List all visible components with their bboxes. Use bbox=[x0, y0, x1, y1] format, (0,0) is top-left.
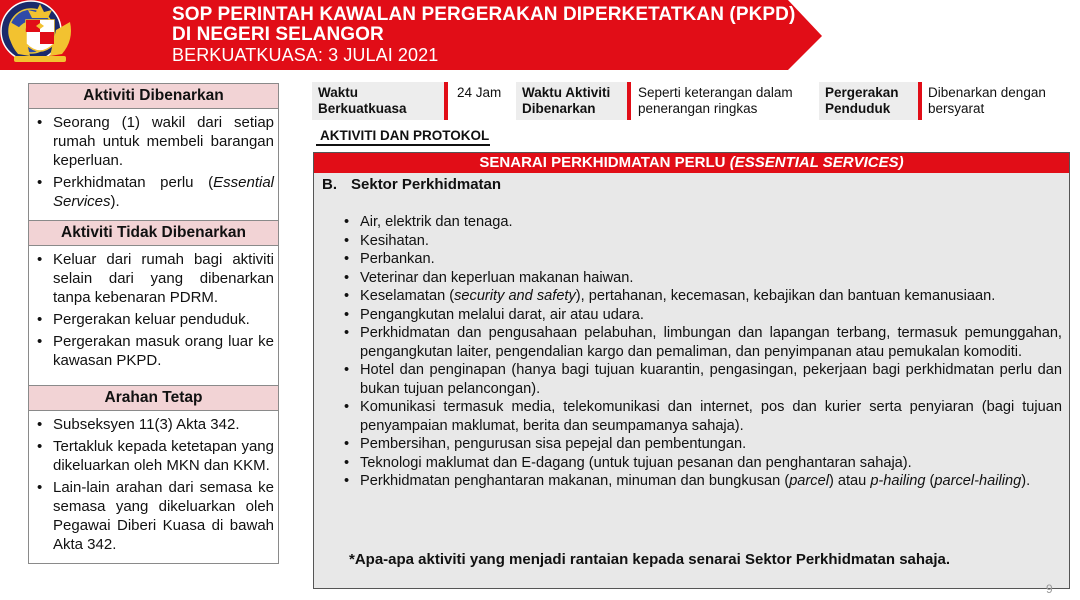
box-title-italic: (ESSENTIAL SERVICES) bbox=[729, 154, 904, 171]
effective-time-value: 24 Jam bbox=[451, 82, 513, 120]
info-divider bbox=[627, 82, 631, 120]
title-line-2: DI NEGERI SELANGOR bbox=[172, 24, 384, 45]
effective-time-label: Waktu Berkuatkuasa bbox=[312, 82, 444, 120]
left-panel bbox=[28, 83, 279, 564]
service-item: • Veterinar dan keperluan makanan haiwan. bbox=[344, 269, 1062, 288]
service-item: • Pembersihan, pengurusan sisa pepejal dan pembentungan. bbox=[344, 435, 1062, 454]
service-item: • Hotel dan penginapan (hanya bagi tujuan kuarantin, pengasingan, pekerjaan bagi perkhidmatan perlu dan bukan tujuan pelancongan). bbox=[344, 361, 1062, 398]
section-letter: B. bbox=[322, 176, 337, 193]
essential-services-title bbox=[314, 153, 1069, 173]
allowed-activities-heading: Aktiviti Dibenarkan bbox=[29, 84, 278, 109]
service-item: • Pengangkutan melalui darat, air atau udara. bbox=[344, 306, 1062, 325]
standing-orders-box bbox=[28, 386, 279, 564]
subheading-underline bbox=[316, 144, 490, 146]
services-list bbox=[344, 213, 1062, 491]
box-title: SENARAI PERKHIDMATAN PERLU bbox=[479, 154, 726, 171]
essential-services-box bbox=[313, 152, 1070, 589]
service-item: • Perkhidmatan penghantaran makanan, minuman dan bungkusan (parcel) atau p-hailing (parcel-hailing). bbox=[344, 472, 1062, 491]
service-item: • Air, elektrik dan tenaga. bbox=[344, 213, 1062, 232]
service-item: • Perkhidmatan dan pengusahaan pelabuhan, limbungan dan lapangan terbang, termasuk pemunggahan, pengangkutan laiter, pengendalian kargo dan pemaliman, dan penyimpanan atau pemukalan komoditi. bbox=[344, 324, 1062, 361]
service-item: • Teknologi maklumat dan E-dagang (untuk tujuan pesanan dan penghantaran sahaja). bbox=[344, 454, 1062, 473]
not-allowed-activities-heading: Aktiviti Tidak Dibenarkan bbox=[29, 221, 278, 246]
title-line-3: BERKUATKUASA: 3 JULAI 2021 bbox=[172, 45, 439, 65]
standing-order-item: • Subseksyen 11(3) Akta 342. bbox=[37, 415, 274, 434]
service-item: • Keselamatan (security and safety), pertahanan, kecemasan, kebajikan dan bantuan kemanusiaan. bbox=[344, 287, 1062, 306]
page-number: 9 bbox=[1046, 582, 1053, 596]
title-line-1: SOP PERINTAH KAWALAN PERGERAKAN DIPERKETATKAN (PKPD) bbox=[172, 4, 796, 25]
service-item: • Komunikasi termasuk media, telekomunikasi dan internet, pos dan kurier serta penyiaran (bagi tujuan penyampaian maklumat, berita dan seumpamanya sahaja). bbox=[344, 398, 1062, 435]
activity-time-value: Seperti keterangan dalam penerangan ringkas bbox=[632, 82, 816, 120]
standing-orders-heading: Arahan Tetap bbox=[29, 386, 278, 411]
allowed-item: • Perkhidmatan perlu (Essential Services). bbox=[37, 173, 274, 211]
service-item: • Kesihatan. bbox=[344, 232, 1062, 251]
activity-time-label: Waktu Aktiviti Dibenarkan bbox=[516, 82, 627, 120]
section-heading bbox=[322, 176, 501, 193]
movement-label: Pergerakan Penduduk bbox=[819, 82, 918, 120]
not-allowed-item: • Pergerakan masuk orang luar ke kawasan PKPD. bbox=[37, 332, 274, 370]
info-divider bbox=[444, 82, 448, 120]
header-banner bbox=[0, 0, 1080, 72]
header-title bbox=[172, 5, 795, 65]
service-item: • Perbankan. bbox=[344, 250, 1062, 269]
standing-order-item: • Lain-lain arahan dari semasa ke semasa yang dikeluarkan oleh Pegawai Diberi Kuasa di bawah Akta 342. bbox=[37, 478, 274, 554]
not-allowed-activities-box bbox=[28, 221, 279, 386]
movement-value: Dibenarkan dengan bersyarat bbox=[922, 82, 1070, 120]
not-allowed-item: • Keluar dari rumah bagi aktiviti selain dari yang dibenarkan tanpa kebenaran PDRM. bbox=[37, 250, 274, 307]
allowed-item: • Seorang (1) wakil dari setiap rumah untuk membeli barangan keperluan. bbox=[37, 113, 274, 170]
services-note: *Apa-apa aktiviti yang menjadi rantaian kepada senarai Sektor Perkhidmatan sahaja. bbox=[349, 551, 951, 568]
activities-protocol-subheading: AKTIVITI DAN PROTOKOL bbox=[320, 128, 490, 143]
jata-selangor-logo bbox=[0, 0, 80, 66]
allowed-activities-box bbox=[28, 83, 279, 221]
not-allowed-item: • Pergerakan keluar penduduk. bbox=[37, 310, 274, 329]
standing-order-item: • Tertakluk kepada ketetapan yang dikeluarkan oleh MKN dan KKM. bbox=[37, 437, 274, 475]
section-title: Sektor Perkhidmatan bbox=[351, 176, 502, 193]
info-bar bbox=[312, 82, 1070, 120]
